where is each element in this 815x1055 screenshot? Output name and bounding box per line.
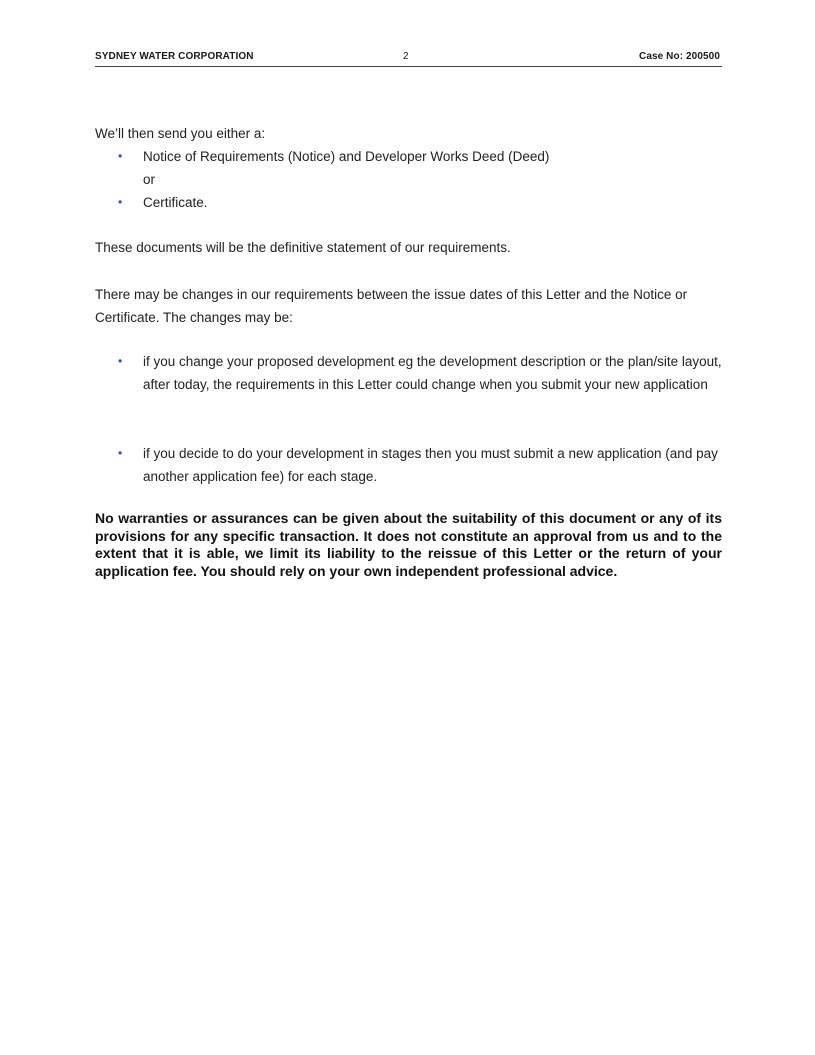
definitive-statement-paragraph: These documents will be the definitive statement of our requirements. (95, 240, 511, 255)
list-item (95, 350, 725, 396)
changes-list-item-1 (95, 350, 725, 396)
header-page-number: 2 (403, 51, 409, 62)
or-text: or (143, 172, 156, 187)
option-text: Certificate. (143, 195, 208, 210)
change-text: if you decide to do your development in stages then you must submit a new application (and pay another application fee) for each stage. (143, 446, 718, 484)
header-case-number: Case No: 200500 (639, 51, 720, 62)
bullet-icon: • (118, 195, 123, 209)
options-list (95, 145, 725, 214)
changes-list-item-2 (95, 442, 725, 488)
change-text: if you change your proposed development eg the development description or the plan/site layout, after today, the requirements in this Letter could change when you submit your new application (143, 354, 722, 392)
bullet-icon: • (118, 149, 123, 163)
option-text: Notice of Requirements (Notice) and Developer Works Deed (Deed) (143, 149, 550, 164)
bullet-icon: • (118, 446, 123, 460)
bullet-icon: • (118, 354, 123, 368)
page-header (95, 50, 722, 67)
changes-intro-paragraph: There may be changes in our requirements between the issue dates of this Letter and the Notice or Certificate. The changes may be: (95, 287, 688, 325)
intro-paragraph: We’ll then send you either a: (95, 126, 266, 141)
list-item (95, 191, 725, 214)
list-item (95, 442, 725, 488)
disclaimer-paragraph: No warranties or assurances can be given about the suitability of this document or any of its provisions for any specific transaction. It does not constitute an approval from us and to the extent that it is able, we limit its liability to the reissue of this Letter or the return of your application fee. You should rely on your own independent professional advice. (95, 510, 722, 579)
list-item (95, 145, 725, 168)
header-organization: SYDNEY WATER CORPORATION (95, 51, 254, 62)
